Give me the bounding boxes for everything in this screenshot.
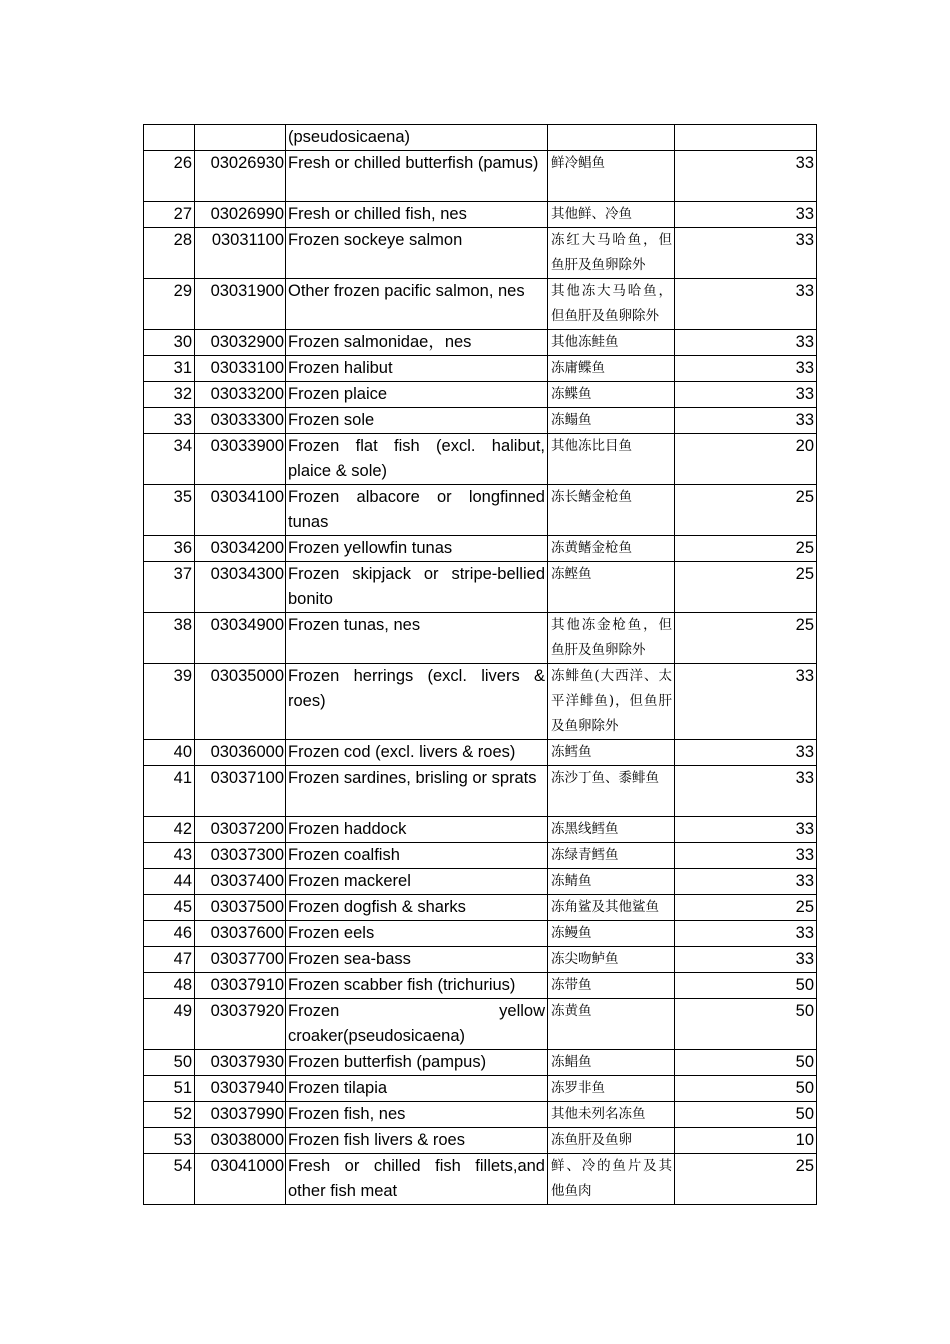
hs-code: 03037500 bbox=[195, 895, 286, 921]
english-description: Frozen tilapia bbox=[286, 1076, 548, 1102]
english-description: Frozen sardines, brisling or sprats bbox=[286, 766, 548, 817]
table-row bbox=[144, 279, 817, 330]
chinese-description: 冻角鲨及其他鲨鱼 bbox=[548, 895, 675, 921]
table-row bbox=[144, 151, 817, 202]
table-row bbox=[144, 613, 817, 664]
hs-code: 03037600 bbox=[195, 921, 286, 947]
english-description: Frozen coalfish bbox=[286, 843, 548, 869]
chinese-description: 其他冻大马哈鱼，但鱼肝及鱼卵除外 bbox=[548, 279, 675, 330]
chinese-description: 冻鲭鱼 bbox=[548, 869, 675, 895]
row-number: 47 bbox=[144, 947, 195, 973]
row-number: 41 bbox=[144, 766, 195, 817]
chinese-description: 冻长鳍金枪鱼 bbox=[548, 485, 675, 536]
tariff-rate: 25 bbox=[675, 536, 817, 562]
row-number: 27 bbox=[144, 202, 195, 228]
tariff-rate: 10 bbox=[675, 1128, 817, 1154]
row-number: 54 bbox=[144, 1154, 195, 1205]
table-row bbox=[144, 843, 817, 869]
table-row bbox=[144, 921, 817, 947]
table-row bbox=[144, 999, 817, 1050]
tariff-rate: 33 bbox=[675, 151, 817, 202]
chinese-description: 冻鳗鱼 bbox=[548, 921, 675, 947]
row-number: 51 bbox=[144, 1076, 195, 1102]
row-number: 30 bbox=[144, 330, 195, 356]
chinese-description: 冻鲽鱼 bbox=[548, 382, 675, 408]
row-number: 39 bbox=[144, 664, 195, 740]
english-description: Frozen plaice bbox=[286, 382, 548, 408]
tariff-rate: 33 bbox=[675, 279, 817, 330]
row-number: 46 bbox=[144, 921, 195, 947]
hs-code: 03031900 bbox=[195, 279, 286, 330]
tariff-rate: 25 bbox=[675, 485, 817, 536]
row-number: 49 bbox=[144, 999, 195, 1050]
tariff-rate: 33 bbox=[675, 843, 817, 869]
english-description: Frozen herrings (excl. livers & roes) bbox=[286, 664, 548, 740]
english-description: Frozen skipjack or stripe-bellied bonito bbox=[286, 562, 548, 613]
tariff-rate: 33 bbox=[675, 869, 817, 895]
english-description: Fresh or chilled fish, nes bbox=[286, 202, 548, 228]
tariff-rate: 33 bbox=[675, 664, 817, 740]
row-number: 43 bbox=[144, 843, 195, 869]
table-row bbox=[144, 356, 817, 382]
table-row bbox=[144, 434, 817, 485]
chinese-description: 其他冻金枪鱼，但鱼肝及鱼卵除外 bbox=[548, 613, 675, 664]
table-row bbox=[144, 330, 817, 356]
chinese-description bbox=[548, 125, 675, 151]
table-row bbox=[144, 1154, 817, 1205]
tariff-rate: 33 bbox=[675, 330, 817, 356]
row-number: 34 bbox=[144, 434, 195, 485]
english-description: Frozen halibut bbox=[286, 356, 548, 382]
tariff-rate: 33 bbox=[675, 740, 817, 766]
row-number: 36 bbox=[144, 536, 195, 562]
hs-code: 03037990 bbox=[195, 1102, 286, 1128]
english-description: Frozen fish livers & roes bbox=[286, 1128, 548, 1154]
row-number: 44 bbox=[144, 869, 195, 895]
chinese-description: 冻鲳鱼 bbox=[548, 1050, 675, 1076]
hs-code: 03031100 bbox=[195, 228, 286, 279]
hs-code: 03037300 bbox=[195, 843, 286, 869]
hs-code: 03033300 bbox=[195, 408, 286, 434]
english-description: Frozen sole bbox=[286, 408, 548, 434]
chinese-description: 冻鳕鱼 bbox=[548, 740, 675, 766]
chinese-description: 冻黑线鳕鱼 bbox=[548, 817, 675, 843]
row-number: 50 bbox=[144, 1050, 195, 1076]
english-description: Frozen cod (excl. livers & roes) bbox=[286, 740, 548, 766]
table-row bbox=[144, 485, 817, 536]
hs-code: 03037200 bbox=[195, 817, 286, 843]
table-row bbox=[144, 973, 817, 999]
chinese-description: 冻鳎鱼 bbox=[548, 408, 675, 434]
chinese-description: 冻黄鱼 bbox=[548, 999, 675, 1050]
table-row bbox=[144, 562, 817, 613]
row-number: 53 bbox=[144, 1128, 195, 1154]
hs-code: 03037930 bbox=[195, 1050, 286, 1076]
tariff-rate: 50 bbox=[675, 1050, 817, 1076]
row-number: 52 bbox=[144, 1102, 195, 1128]
hs-code: 03026930 bbox=[195, 151, 286, 202]
table-row bbox=[144, 228, 817, 279]
row-number: 33 bbox=[144, 408, 195, 434]
chinese-description: 鲜冷鲳鱼 bbox=[548, 151, 675, 202]
english-description: Frozen flat fish (excl. halibut, plaice & sole) bbox=[286, 434, 548, 485]
tariff-rate: 33 bbox=[675, 947, 817, 973]
tariff-rate bbox=[675, 125, 817, 151]
tariff-rate: 50 bbox=[675, 1076, 817, 1102]
chinese-description: 冻带鱼 bbox=[548, 973, 675, 999]
row-number: 31 bbox=[144, 356, 195, 382]
hs-code: 03033100 bbox=[195, 356, 286, 382]
hs-code: 03034300 bbox=[195, 562, 286, 613]
english-description: Frozen haddock bbox=[286, 817, 548, 843]
tariff-rate: 33 bbox=[675, 766, 817, 817]
hs-code: 03036000 bbox=[195, 740, 286, 766]
row-number: 32 bbox=[144, 382, 195, 408]
chinese-description: 其他未列名冻鱼 bbox=[548, 1102, 675, 1128]
chinese-description: 冻绿青鳕鱼 bbox=[548, 843, 675, 869]
tariff-rate: 50 bbox=[675, 973, 817, 999]
table-row bbox=[144, 817, 817, 843]
hs-code: 03041000 bbox=[195, 1154, 286, 1205]
table-row bbox=[144, 1102, 817, 1128]
english-description: Fresh or chilled fish fillets,and other fish meat bbox=[286, 1154, 548, 1205]
english-description: (pseudosicaena) bbox=[286, 125, 548, 151]
tariff-rate: 33 bbox=[675, 202, 817, 228]
chinese-description: 冻鲣鱼 bbox=[548, 562, 675, 613]
english-description: Frozen scabber fish (trichurius) bbox=[286, 973, 548, 999]
english-description: Frozen sockeye salmon bbox=[286, 228, 548, 279]
hs-code: 03035000 bbox=[195, 664, 286, 740]
tariff-rate: 25 bbox=[675, 895, 817, 921]
tariff-rate: 50 bbox=[675, 1102, 817, 1128]
row-number: 40 bbox=[144, 740, 195, 766]
hs-code: 03037920 bbox=[195, 999, 286, 1050]
chinese-description: 冻庸鲽鱼 bbox=[548, 356, 675, 382]
table-row bbox=[144, 382, 817, 408]
hs-code bbox=[195, 125, 286, 151]
english-description: Frozen fish, nes bbox=[286, 1102, 548, 1128]
tariff-rate: 25 bbox=[675, 1154, 817, 1205]
chinese-description: 冻红大马哈鱼，但鱼肝及鱼卵除外 bbox=[548, 228, 675, 279]
hs-code: 03032900 bbox=[195, 330, 286, 356]
tariff-rate: 25 bbox=[675, 562, 817, 613]
row-number: 48 bbox=[144, 973, 195, 999]
table-row bbox=[144, 947, 817, 973]
chinese-description: 冻黄鳍金枪鱼 bbox=[548, 536, 675, 562]
table-row bbox=[144, 664, 817, 740]
table-row bbox=[144, 869, 817, 895]
table-row bbox=[144, 1076, 817, 1102]
row-number: 29 bbox=[144, 279, 195, 330]
chinese-description: 其他冻比目鱼 bbox=[548, 434, 675, 485]
hs-code: 03026990 bbox=[195, 202, 286, 228]
chinese-description: 鲜、冷的鱼片及其他鱼肉 bbox=[548, 1154, 675, 1205]
tariff-rate: 33 bbox=[675, 921, 817, 947]
chinese-description: 冻尖吻鲈鱼 bbox=[548, 947, 675, 973]
hs-code: 03037700 bbox=[195, 947, 286, 973]
tariff-rate: 20 bbox=[675, 434, 817, 485]
tariff-rate: 33 bbox=[675, 817, 817, 843]
chinese-description: 冻罗非鱼 bbox=[548, 1076, 675, 1102]
table-row bbox=[144, 740, 817, 766]
tariff-rate: 33 bbox=[675, 356, 817, 382]
hs-code: 03034900 bbox=[195, 613, 286, 664]
chinese-description: 冻沙丁鱼、黍鲱鱼 bbox=[548, 766, 675, 817]
chinese-description: 冻鱼肝及鱼卵 bbox=[548, 1128, 675, 1154]
hs-code: 03037400 bbox=[195, 869, 286, 895]
chinese-description: 冻鲱鱼(大西洋、太平洋鲱鱼)，但鱼肝及鱼卵除外 bbox=[548, 664, 675, 740]
table-row bbox=[144, 125, 817, 151]
hs-code: 03037940 bbox=[195, 1076, 286, 1102]
english-description: Fresh or chilled butterfish (pamus) bbox=[286, 151, 548, 202]
english-description: Frozen dogfish & sharks bbox=[286, 895, 548, 921]
english-description: Frozen butterfish (pampus) bbox=[286, 1050, 548, 1076]
hs-code: 03037100 bbox=[195, 766, 286, 817]
row-number: 26 bbox=[144, 151, 195, 202]
tariff-rate: 33 bbox=[675, 382, 817, 408]
row-number: 35 bbox=[144, 485, 195, 536]
row-number: 28 bbox=[144, 228, 195, 279]
hs-code: 03037910 bbox=[195, 973, 286, 999]
hs-code: 03033900 bbox=[195, 434, 286, 485]
english-description: Frozen yellowfin tunas bbox=[286, 536, 548, 562]
row-number bbox=[144, 125, 195, 151]
english-description: Frozen yellow croaker(pseudosicaena) bbox=[286, 999, 548, 1050]
english-description: Frozen eels bbox=[286, 921, 548, 947]
row-number: 38 bbox=[144, 613, 195, 664]
table-row bbox=[144, 766, 817, 817]
hs-code: 03038000 bbox=[195, 1128, 286, 1154]
tariff-rate: 33 bbox=[675, 228, 817, 279]
tariff-table bbox=[143, 124, 817, 1205]
tariff-rate: 25 bbox=[675, 613, 817, 664]
english-description: Frozen albacore or longfinned tunas bbox=[286, 485, 548, 536]
row-number: 42 bbox=[144, 817, 195, 843]
table-row bbox=[144, 408, 817, 434]
table-row bbox=[144, 895, 817, 921]
tariff-rate: 33 bbox=[675, 408, 817, 434]
english-description: Frozen tunas, nes bbox=[286, 613, 548, 664]
english-description: Frozen sea-bass bbox=[286, 947, 548, 973]
english-description: Frozen salmonidae，nes bbox=[286, 330, 548, 356]
chinese-description: 其他冻鲑鱼 bbox=[548, 330, 675, 356]
tariff-rate: 50 bbox=[675, 999, 817, 1050]
table-row bbox=[144, 1128, 817, 1154]
table-row bbox=[144, 1050, 817, 1076]
table-row bbox=[144, 536, 817, 562]
hs-code: 03034200 bbox=[195, 536, 286, 562]
table-row bbox=[144, 202, 817, 228]
row-number: 37 bbox=[144, 562, 195, 613]
english-description: Other frozen pacific salmon, nes bbox=[286, 279, 548, 330]
row-number: 45 bbox=[144, 895, 195, 921]
hs-code: 03033200 bbox=[195, 382, 286, 408]
tariff-table-body bbox=[144, 125, 817, 1205]
hs-code: 03034100 bbox=[195, 485, 286, 536]
chinese-description: 其他鲜、冷鱼 bbox=[548, 202, 675, 228]
english-description: Frozen mackerel bbox=[286, 869, 548, 895]
